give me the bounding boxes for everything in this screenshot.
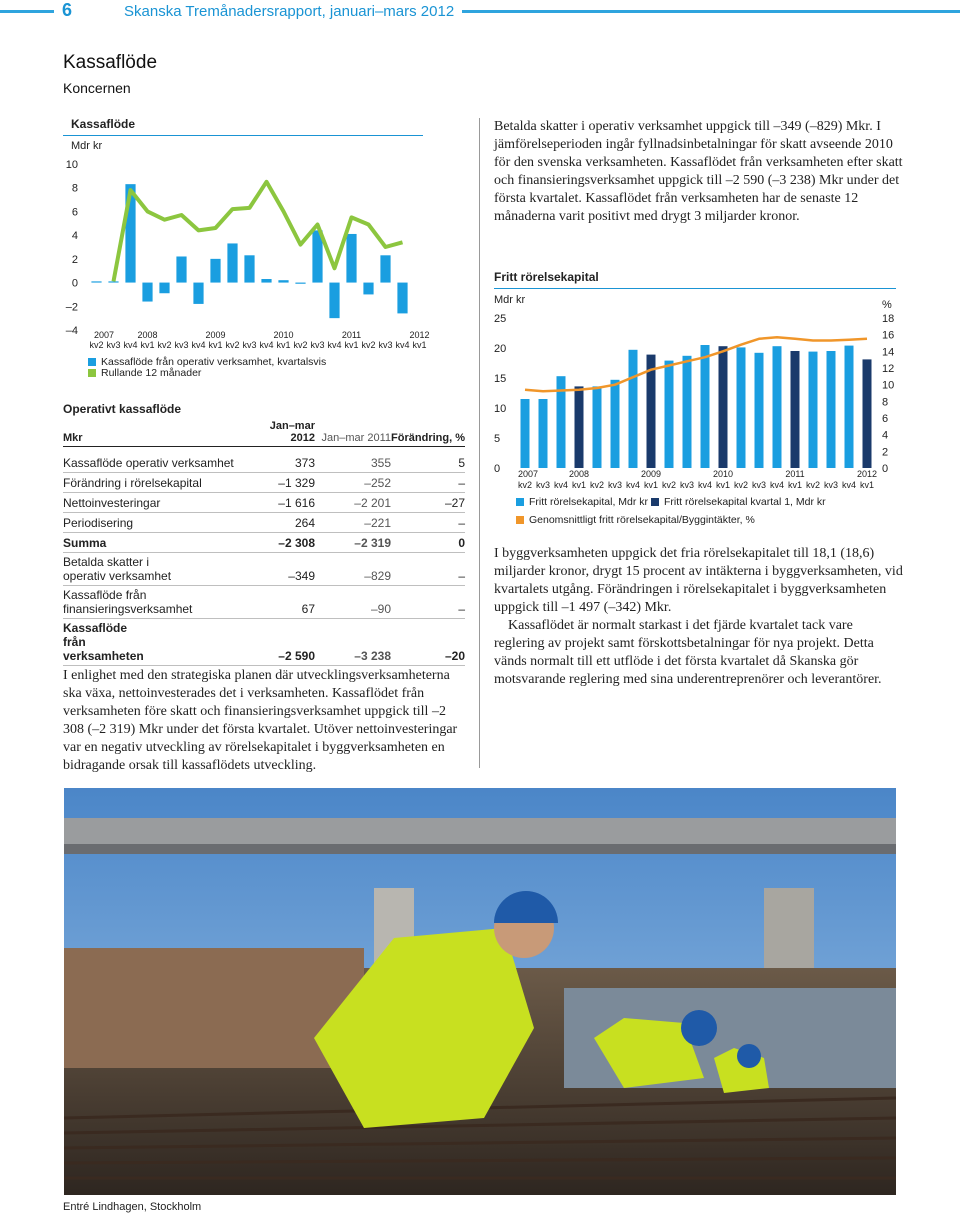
- y-right-tick-label: 16: [882, 329, 895, 342]
- x-tick-label: kv1: [571, 480, 587, 490]
- bar: [773, 346, 782, 468]
- y-tick-label: –2: [65, 301, 78, 314]
- table-header-row: [63, 418, 465, 447]
- bar: [193, 283, 203, 304]
- y-tick-label: 15: [494, 373, 507, 385]
- table-cell: –2 319: [354, 536, 391, 550]
- bar: [210, 259, 220, 283]
- table-cell: –3 238: [354, 649, 391, 663]
- x-tick-label: kv3: [378, 340, 393, 350]
- bar: [863, 359, 872, 468]
- table-header-2011: Jan–mar 2011: [321, 432, 391, 444]
- y-right-unit: %: [882, 299, 892, 311]
- bar: [397, 283, 407, 314]
- y-right-tick-label: 6: [882, 413, 889, 425]
- x-tick-label: kv2: [361, 340, 376, 350]
- table-cell: –20: [444, 649, 465, 663]
- x-tick-label: kv2: [517, 480, 533, 490]
- table-cell: Betalda skatter i operativ verksamhet: [63, 555, 172, 583]
- y-tick-label: 0: [71, 277, 78, 290]
- operating-cashflow-table: [63, 418, 465, 666]
- header-rule-left: [0, 10, 54, 13]
- bar: [665, 361, 674, 468]
- x-year-label: 2010: [273, 330, 294, 340]
- table-cell: Nettoinvesteringar: [63, 496, 161, 510]
- bar: [142, 283, 152, 302]
- x-tick-label: kv3: [310, 340, 325, 350]
- table-cell: Kassaflöde från verksamheten: [63, 621, 144, 663]
- y-tick-label: 6: [71, 206, 78, 219]
- table-cell: –221: [364, 516, 391, 530]
- x-tick-label: kv1: [412, 340, 427, 350]
- x-tick-label: kv3: [242, 340, 257, 350]
- table-cell: 67: [301, 602, 315, 616]
- body-text-right-top: Betalda skatter i operativ verksamhet uppgick till –349 (–829) Mkr. I jämförelseperioden ingår fyllnadsinbetalningar för skatt avseende 2010 för den svenska verksamheten. Kassaflödet från verksamheten efter skatt och finansieringsverksamhet uppgick till –2 590 (–3 238) Mkr under det första kvartalet. Kassaflödet från verksamheten har de senaste 12 månaderna varit positivt med drygt 3 miljarder kronor.: [494, 119, 903, 224]
- table-cell: –: [458, 569, 465, 583]
- x-year-label: 2011: [341, 330, 362, 340]
- table-row: [63, 553, 465, 586]
- x-tick-label: kv4: [327, 340, 342, 350]
- right-chart-title-rule: [494, 288, 896, 289]
- x-year-label: 2009: [640, 469, 662, 479]
- y-tick-label: –4: [65, 325, 78, 337]
- x-tick-label: kv2: [225, 340, 240, 350]
- table-header-change: Förändring, %: [391, 432, 465, 444]
- legend-swatch-orange: [516, 516, 524, 524]
- right-legend-label-line: Genomsnittligt fritt rörelsekapital/Byggintäkter, %: [529, 514, 755, 526]
- x-tick-label: kv2: [589, 480, 605, 490]
- y-right-tick-label: 14: [882, 346, 895, 359]
- body-text-right-2: Kassaflödet är normalt starkast i det fjärde kvartalet tack vare reglering av projekt samt förskottsbetalningar för nya projekt. Detta vänds normalt till ett utflöde i det första kvartalet då Skanska gör motsvarande reglering med sina underentreprenörer och leverantörer.: [494, 618, 882, 687]
- rolling-12m-line: [114, 182, 403, 282]
- table-cell: Förändring i rörelsekapital: [63, 476, 202, 490]
- legend-swatch-dark-blue: [651, 498, 659, 506]
- table-cell: –1 616: [278, 496, 315, 510]
- bar: [346, 234, 356, 283]
- table-cell: –252: [364, 476, 391, 490]
- x-tick-label: kv4: [259, 340, 274, 350]
- x-tick-label: kv3: [607, 480, 623, 490]
- table-cell: –1 329: [278, 476, 315, 490]
- x-year-label: 2011: [785, 469, 805, 479]
- right-chart-ylabel: Mdr kr: [494, 294, 526, 306]
- y-tick-label: 2: [71, 253, 78, 266]
- table-cell: –90: [370, 602, 391, 616]
- table-row: [63, 586, 465, 619]
- legend-swatch-light-blue: [516, 498, 524, 506]
- bar: [329, 283, 339, 319]
- bar: [91, 281, 101, 282]
- table-row-total: [63, 619, 465, 666]
- table-cell: –2 308: [278, 536, 315, 550]
- bar: [363, 283, 373, 295]
- y-tick-label: 10: [65, 159, 78, 171]
- right-legend-label-light: Fritt rörelsekapital, Mdr kr: [529, 496, 649, 508]
- y-tick-label: 25: [494, 313, 507, 325]
- table-cell: –: [458, 516, 465, 530]
- x-tick-label: kv3: [106, 340, 121, 350]
- body-text-left: I enlighet med den strategiska planen där utvecklingsverksamheterna ska växa, nettoinvesterades det i verksamheten. Kassaflödet från verksamheten före skatt och finansieringsverksamhet uppgick till –2 308 (–2 319) Mkr under det första kvartalet. Utöver nettoinvesteringar var en negativ utveckling av rörelsekapitalet i byggverksamheten en bidragande orsak till kassaflödets utveckling.: [63, 668, 458, 773]
- x-year-label: 2012: [856, 469, 878, 479]
- table-row: [63, 513, 465, 533]
- report-title: Skanska Tremånadersrapport, januari–mars 2012: [124, 3, 455, 20]
- right-legend-label-dark: Fritt rörelsekapital kvartal 1, Mdr kr: [664, 496, 826, 508]
- x-tick-label: kv1: [344, 340, 359, 350]
- y-right-tick-label: 0: [882, 463, 889, 475]
- bar: [244, 255, 254, 282]
- table-cell: –349: [288, 569, 315, 583]
- left-chart-title-rule: [63, 135, 423, 136]
- section-subtitle: Koncernen: [63, 80, 131, 96]
- y-tick-label: 4: [71, 230, 78, 243]
- table-cell: Kassaflöde operativ verksamhet: [63, 456, 234, 470]
- left-legend-item-line: [88, 367, 201, 379]
- x-tick-label: kv1: [276, 340, 291, 350]
- table-title: Operativt kassaflöde: [63, 402, 182, 416]
- x-tick-label: kv4: [123, 340, 138, 350]
- table-cell: –27: [444, 496, 465, 510]
- y-tick-label: 5: [494, 433, 501, 445]
- table-cell: Kassaflöde från finansieringsverksamhet: [63, 588, 193, 616]
- cashflow-chart: [60, 150, 440, 350]
- x-year-label: 2008: [568, 469, 590, 479]
- left-chart-title: Kassaflöde: [71, 117, 136, 131]
- x-tick-label: kv4: [769, 480, 785, 490]
- x-tick-label: kv1: [208, 340, 223, 350]
- bar: [261, 279, 271, 283]
- bar: [176, 256, 186, 282]
- table-row-sum: [63, 533, 465, 553]
- x-tick-label: kv2: [733, 480, 749, 490]
- x-year-label: 2012: [409, 330, 430, 340]
- x-tick-label: kv1: [140, 340, 155, 350]
- x-tick-label: kv3: [751, 480, 767, 490]
- left-chart-ylabel: Mdr kr: [71, 140, 103, 152]
- x-tick-label: kv4: [625, 480, 641, 490]
- right-legend-item-line: [516, 514, 755, 526]
- y-tick-label: 10: [494, 403, 507, 415]
- right-legend-item-dark: [651, 496, 826, 508]
- bar: [845, 346, 854, 468]
- x-tick-label: kv1: [715, 480, 731, 490]
- right-legend-item-light: [516, 496, 648, 508]
- legend-swatch-green: [88, 369, 96, 377]
- column-divider: [479, 118, 480, 768]
- table-cell: –: [458, 476, 465, 490]
- bar: [755, 353, 764, 468]
- bar: [629, 350, 638, 468]
- table-cell: –829: [364, 569, 391, 583]
- y-right-tick-label: 8: [882, 396, 889, 409]
- x-tick-label: kv2: [157, 340, 172, 350]
- bar: [575, 386, 584, 468]
- y-right-tick-label: 18: [882, 313, 895, 325]
- table-cell: –: [458, 602, 465, 616]
- bar: [539, 399, 548, 468]
- x-tick-label: kv4: [841, 480, 857, 490]
- x-tick-label: kv2: [805, 480, 821, 490]
- x-year-label: 2010: [712, 469, 734, 479]
- bar: [719, 346, 728, 468]
- x-tick-label: kv3: [823, 480, 839, 490]
- x-year-label: 2009: [205, 330, 226, 340]
- bar: [701, 345, 710, 468]
- table-cell: –2 590: [278, 649, 315, 663]
- table-cell: Periodisering: [63, 516, 134, 530]
- x-tick-label: kv1: [643, 480, 659, 490]
- legend-swatch-blue: [88, 358, 96, 366]
- table-header-mkr: Mkr: [63, 432, 83, 444]
- x-tick-label: kv4: [191, 340, 206, 350]
- left-legend-label-line: Rullande 12 månader: [101, 367, 202, 379]
- bar: [827, 351, 836, 468]
- bar: [380, 255, 390, 282]
- left-legend-label-bars: Kassaflöde från operativ verksamhet, kvartalsvis: [101, 356, 327, 368]
- bar: [227, 243, 237, 282]
- table-cell: –2 201: [354, 496, 391, 510]
- x-tick-label: kv2: [293, 340, 308, 350]
- construction-photo: [64, 788, 896, 1195]
- right-chart-title: Fritt rörelsekapital: [494, 270, 599, 284]
- bar: [809, 352, 818, 468]
- y-right-tick-label: 12: [882, 363, 895, 375]
- y-tick-label: 8: [71, 182, 78, 195]
- table-header-2012: Jan–mar 2012: [269, 420, 315, 444]
- bar: [295, 283, 305, 284]
- table-cell: 0: [458, 536, 465, 550]
- bar: [108, 281, 118, 282]
- bar: [791, 351, 800, 468]
- bar: [159, 283, 169, 294]
- x-year-label: 2007: [518, 469, 539, 479]
- y-tick-label: 0: [494, 463, 501, 475]
- x-tick-label: kv3: [535, 480, 551, 490]
- x-tick-label: kv1: [787, 480, 803, 490]
- table-row: [63, 493, 465, 513]
- x-year-label: 2008: [137, 330, 158, 340]
- x-tick-label: kv4: [395, 340, 410, 350]
- body-text-right-1: I byggverksamheten uppgick det fria rörelsekapitalet till 18,1 (18,6) miljarder kronor, drygt 15 procent av intäkterna i byggverksamheten, vid kvartalets utgång. Förändringen i rörelsekapitalet i byggverksamheten uppgick till –1 497 (–342) Mkr.: [494, 546, 903, 615]
- table-cell: 355: [370, 456, 391, 470]
- x-tick-label: kv3: [679, 480, 695, 490]
- section-title: Kassaflöde: [63, 52, 158, 73]
- x-tick-label: kv3: [174, 340, 189, 350]
- x-tick-label: kv4: [553, 480, 569, 490]
- bar: [683, 356, 692, 468]
- table-row: [63, 453, 465, 473]
- x-tick-label: kv2: [661, 480, 677, 490]
- working-capital-chart: [490, 296, 900, 494]
- bar: [737, 347, 746, 468]
- table-row: [63, 473, 465, 493]
- photo-caption: Entré Lindhagen, Stockholm: [63, 1201, 202, 1213]
- y-right-tick-label: 2: [882, 446, 889, 459]
- table-cell: 264: [294, 516, 315, 530]
- y-tick-label: 20: [494, 343, 507, 355]
- table-cell: 5: [458, 456, 465, 470]
- header-rule-right: [462, 10, 960, 13]
- y-right-tick-label: 4: [882, 429, 889, 442]
- y-right-tick-label: 10: [882, 379, 895, 392]
- x-tick-label: kv4: [697, 480, 713, 490]
- x-year-label: 2007: [94, 330, 115, 340]
- table-cell: 373: [294, 456, 315, 470]
- table-cell: Summa: [63, 536, 107, 550]
- bar: [521, 399, 530, 468]
- page-number: 6: [62, 0, 73, 20]
- bar: [611, 380, 620, 468]
- x-tick-label: kv2: [89, 340, 104, 350]
- x-tick-label: kv1: [859, 480, 875, 490]
- bar: [593, 386, 602, 468]
- bar: [278, 280, 288, 282]
